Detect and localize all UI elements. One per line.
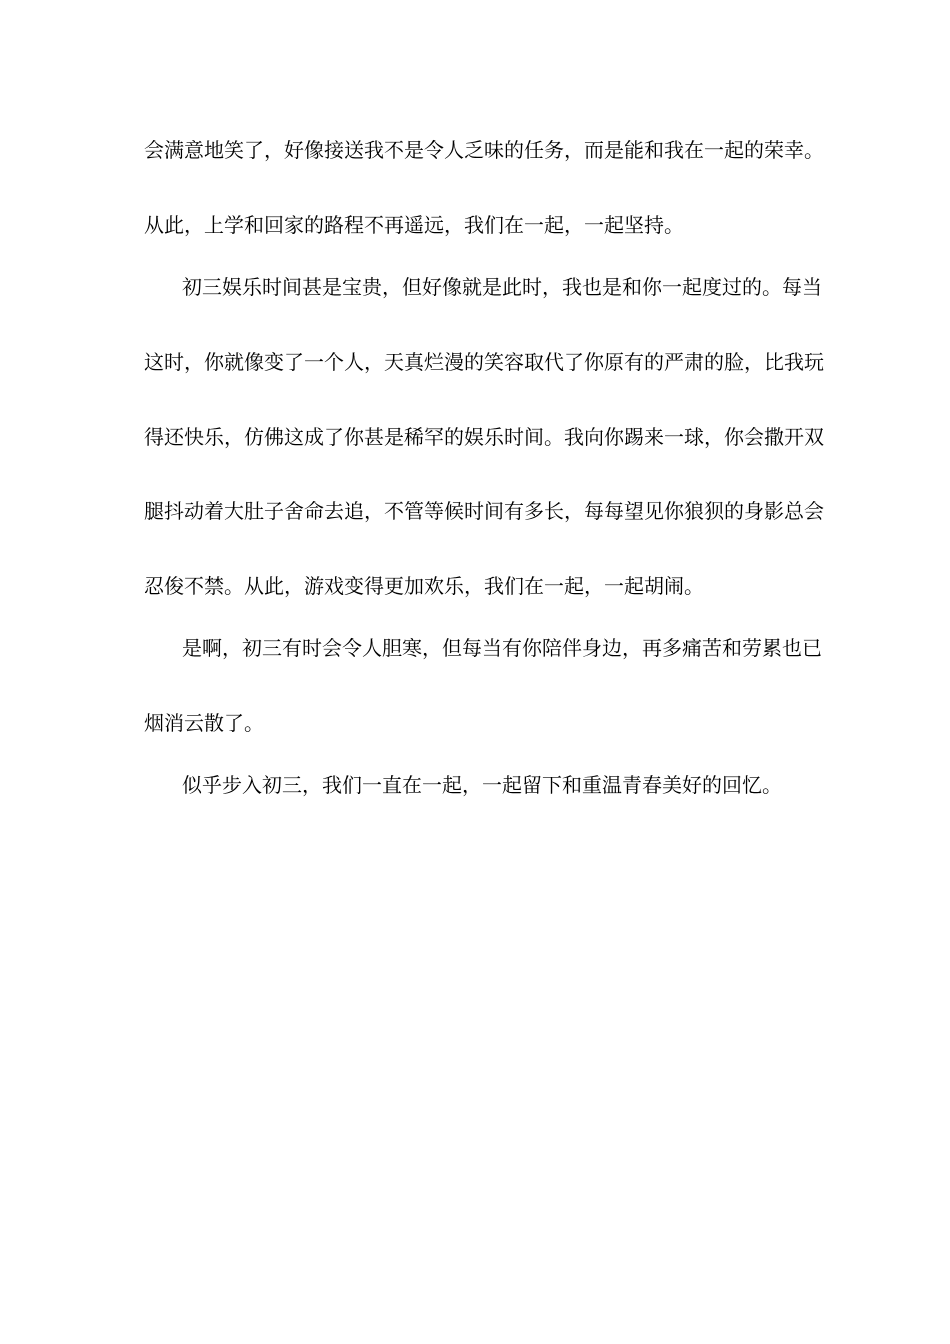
text-line: 烟消云散了。: [144, 711, 264, 735]
text-line: 忍俊不禁。从此，游戏变得更加欢乐，我们在一起，一起胡闹。: [144, 574, 704, 598]
text-line: 腿抖动着大肚子舍命去追，不管等候时间有多长，每每望见你狼狈的身影总会: [144, 499, 824, 523]
text-line: 这时，你就像变了一个人，天真烂漫的笑容取代了你原有的严肃的脸，比我玩: [144, 350, 824, 374]
paragraph-first-line: 似乎步入初三，我们一直在一起，一起留下和重温青春美好的回忆。: [182, 773, 782, 797]
text-line: 得还快乐，仿佛这成了你甚是稀罕的娱乐时间。我向你踢来一球，你会撒开双: [144, 425, 824, 449]
paragraph-first-line: 初三娱乐时间甚是宝贵，但好像就是此时，我也是和你一起度过的。每当: [182, 275, 822, 299]
paragraph-first-line: 是啊，初三有时会令人胆寒，但每当有你陪伴身边，再多痛苦和劳累也已: [182, 636, 822, 660]
text-line: 会满意地笑了，好像接送我不是令人乏味的任务，而是能和我在一起的荣幸。: [144, 138, 824, 162]
text-line: 从此，上学和回家的路程不再遥远，我们在一起，一起坚持。: [144, 213, 684, 237]
